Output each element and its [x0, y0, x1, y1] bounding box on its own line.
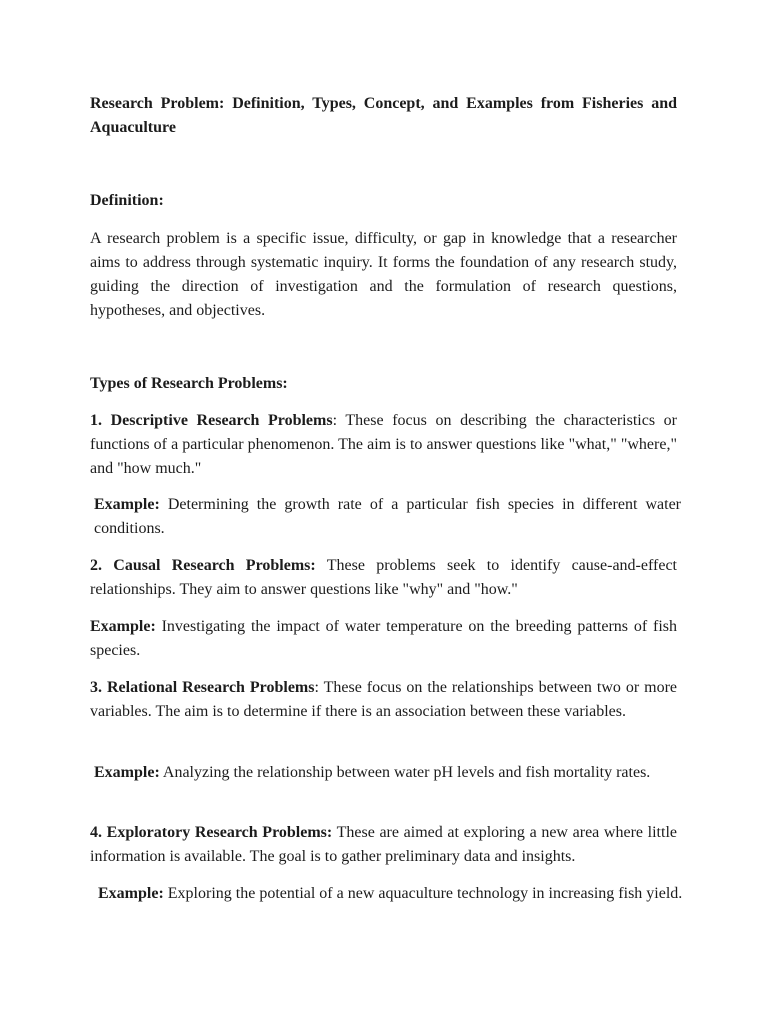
example-descriptive	[90, 493, 681, 541]
type-descriptive	[90, 409, 677, 481]
type-relational	[90, 676, 677, 724]
type-description: These focus on describing the characteristics or functions of a particular phenomenon. The aim is to answer questions like "what," "where," and "how much."	[90, 412, 678, 477]
example-label: Example:	[98, 885, 164, 902]
definition-heading: Definition:	[90, 192, 164, 209]
type-description: These problems seek to identify cause-and-effect relationships. They aim to answer questions like "why" and "how."	[90, 557, 677, 598]
type-label: 3. Relational Research Problems	[90, 679, 315, 696]
type-causal	[90, 554, 677, 602]
example-causal	[90, 615, 677, 663]
type-description: These focus on the relationships between two or more variables. The aim is to determine if there is an association between these variables.	[90, 679, 678, 720]
type-label-separator: :	[314, 679, 319, 696]
example-relational	[90, 761, 681, 785]
type-description: These are aimed at exploring a new area where little information is available. The goal is to gather preliminary data and insights.	[90, 824, 677, 865]
type-label: 2. Causal Research Problems:	[90, 557, 316, 574]
example-label: Example:	[94, 496, 160, 513]
page-title: Research Problem: Definition, Types, Concept, and Examples from Fisheries and Aquaculture	[90, 95, 677, 136]
example-text: Analyzing the relationship between water pH levels and fish mortality rates.	[159, 764, 651, 781]
example-exploratory	[90, 882, 685, 906]
example-text: Investigating the impact of water temperature on the breeding patterns of fish species.	[90, 618, 677, 659]
definition-paragraph: A research problem is a specific issue, difficulty, or gap in knowledge that a researcher aims to address through systematic inquiry. It forms the foundation of any research study, guiding the direction of investigation and the formulation of research questions, hypotheses, and objectives.	[90, 230, 677, 319]
type-exploratory	[90, 821, 677, 869]
type-label: 1. Descriptive Research Problems	[90, 412, 333, 429]
type-label-separator: :	[332, 412, 338, 429]
example-text: Exploring the potential of a new aquaculture technology in increasing fish yield.	[163, 885, 683, 902]
example-label: Example:	[90, 618, 156, 635]
type-label: 4. Exploratory Research Problems:	[90, 824, 333, 841]
example-label: Example:	[94, 764, 160, 781]
types-heading: Types of Research Problems:	[90, 375, 288, 392]
example-text: Determining the growth rate of a particular fish species in different water conditions.	[94, 496, 681, 537]
